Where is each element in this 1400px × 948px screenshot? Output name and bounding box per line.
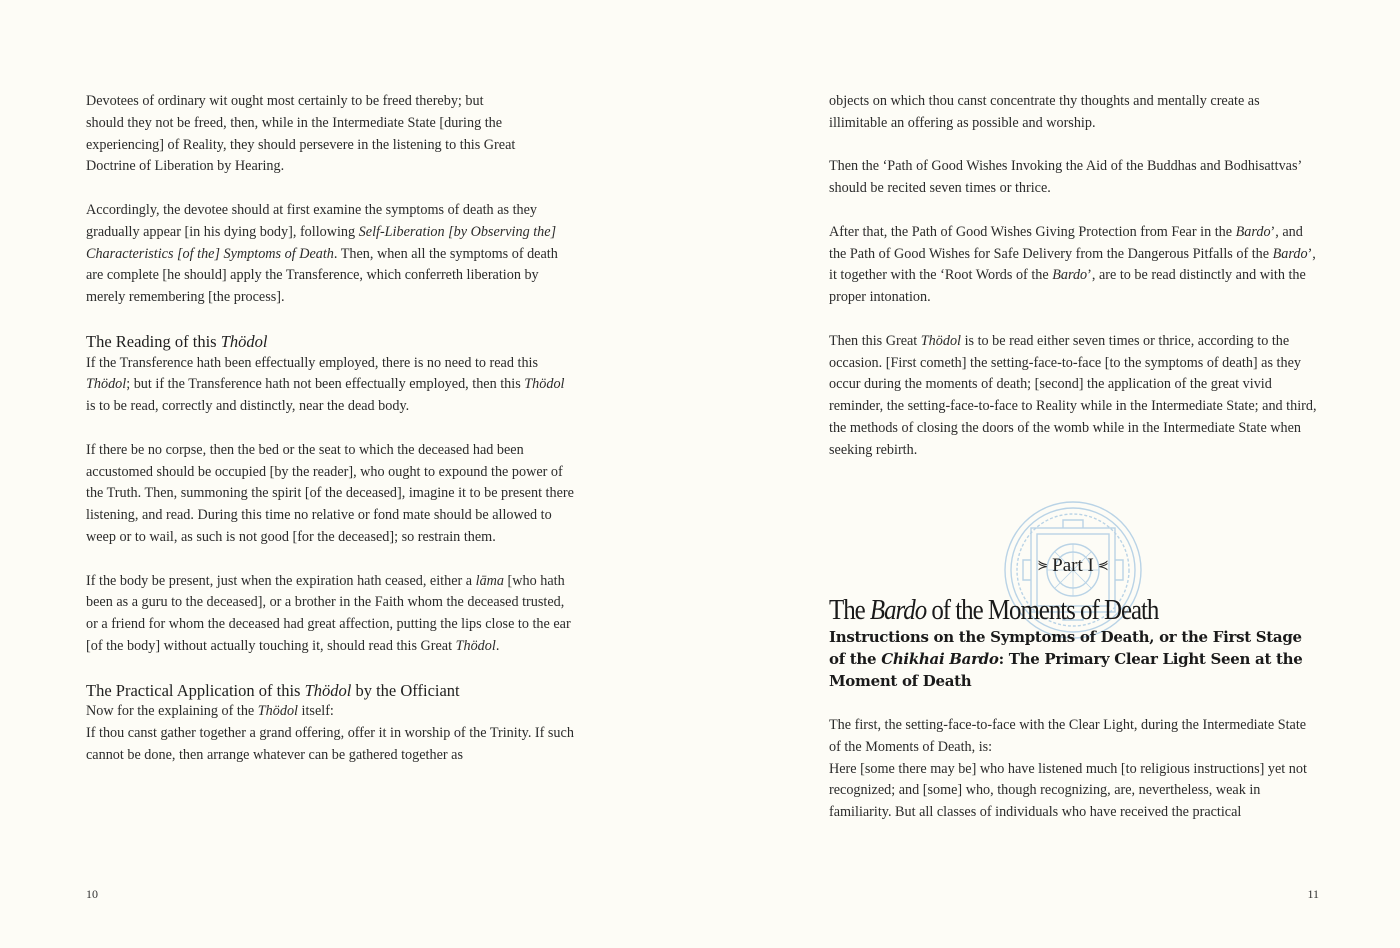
right-ornament-icon: ⋞ xyxy=(1097,557,1109,572)
chapter-subheading: Instructions on the Symptoms of Death, or the First Stage of the Chikhai Bardo: The Primary Clear Light Seen at the Moment of Death xyxy=(829,628,1303,690)
left-page xyxy=(86,0,576,948)
left-column xyxy=(86,91,576,767)
left-para-4: If there be no corpse, then the bed or the seat to which the deceased had been accustomed should be occupied [by the reader], who ought to expound the power of the Truth. Then, summoning the spirit [of the deceased], imagine it to be present there listening, and read. During this time no relative or fond mate should be allowed to weep or to wail, as such is not good [for the deceased]; so restrain them. xyxy=(86,441,574,545)
left-para-6: Now for the explaining of the Thödol itself: xyxy=(86,703,334,720)
right-para-1: objects on which thou canst concentrate thy thoughts and mentally create as illimitable an offering as possible and worship. xyxy=(829,93,1260,131)
right-lower-text xyxy=(829,715,1319,824)
page-number-right: 11 xyxy=(1307,887,1319,901)
left-ornament-icon: ⋟ xyxy=(1037,557,1049,572)
right-para-3: After that, the Path of Good Wishes Giving Protection from Fear in the Bardo’, and the Path of Good Wishes for Safe Delivery from the Dangerous Pitfalls of the Bardo’, it together with the ‘Root Words of the Bardo’, are to be read distinctly and with the proper intonation. xyxy=(829,223,1316,306)
right-column xyxy=(829,91,1319,821)
left-para-7: If thou canst gather together a grand offering, offer it in worship of the Trinity. If such cannot be done, then arrange whatever can be gathered together as xyxy=(86,725,574,763)
chapter-title: The Bardo of the Moments of Death xyxy=(829,594,1159,626)
part-label: ⋟ Part I ⋞ xyxy=(1037,555,1109,576)
section-heading-practical: The Practical Application of this Thödol by the Officiant xyxy=(86,680,460,700)
left-para-1: Devotees of ordinary wit ought most certainly to be freed thereby; but should they not be freed, then, while in the Intermediate State [during the experiencing] of Reality, they should persevere in the listening to this Great Doctrine of Liberation by Hearing. xyxy=(86,93,516,175)
right-para-5: The first, the setting-face-to-face with the Clear Light, during the Intermediate State of the Moments of Death, is: xyxy=(829,717,1307,755)
left-para-3: If the Transference hath been effectually employed, there is no need to read this Thödol; but if the Transference hath not been effectually employed, then this Thödol is to be read, correctly and distinctly, near the dead body. xyxy=(86,354,565,415)
book-title: Self-Liberation [by Observing the] Characteristics [of the] Symptoms of Death xyxy=(86,223,557,262)
left-para-2: Accordingly, the devotee should at first examine the symptoms of death as they gradually appear [in his dying body], following Self-Liberation [by Observing the] Characteristics [of the] Symptoms of Death. Then, when all the symptoms of death are complete [he should] apply the Transference, which conferreth liberation by merely remembering [the process]. xyxy=(86,201,558,306)
right-para-6: Here [some there may be] who have listened much [to religious instructions] yet not recognized; and [some] who, though recognizing, are, nevertheless, weak in familiarity. But all classes of individuals who have received the practical xyxy=(829,760,1307,821)
page-number-left: 10 xyxy=(86,887,98,901)
left-para-5: If the body be present, just when the expiration hath ceased, either a lāma [who hath been as a guru to the deceased], or a brother in the Faith whom the deceased trusted, or a friend for whom the deceased had great affection, putting the lips close to the ear [of the body] without actually touching it, should read this Great Thödol. xyxy=(86,572,571,654)
right-page xyxy=(829,0,1319,948)
right-para-4: Then this Great Thödol is to be read either seven times or thrice, according to the occasion. [First cometh] the setting-face-to-face [to the symptoms of death] as they occur during the moments of death; [second] the application of the great vivid reminder, the setting-face-to-face to Reality while in the Intermediate State; and third, the methods of closing the doors of the womb while in the Intermediate State when seeking rebirth. xyxy=(829,332,1317,458)
right-para-2: Then the ‘Path of Good Wishes Invoking the Aid of the Buddhas and Bodhisattvas’ should be recited seven times or thrice. xyxy=(829,158,1302,197)
section-heading-reading: The Reading of this Thödol xyxy=(86,331,268,351)
